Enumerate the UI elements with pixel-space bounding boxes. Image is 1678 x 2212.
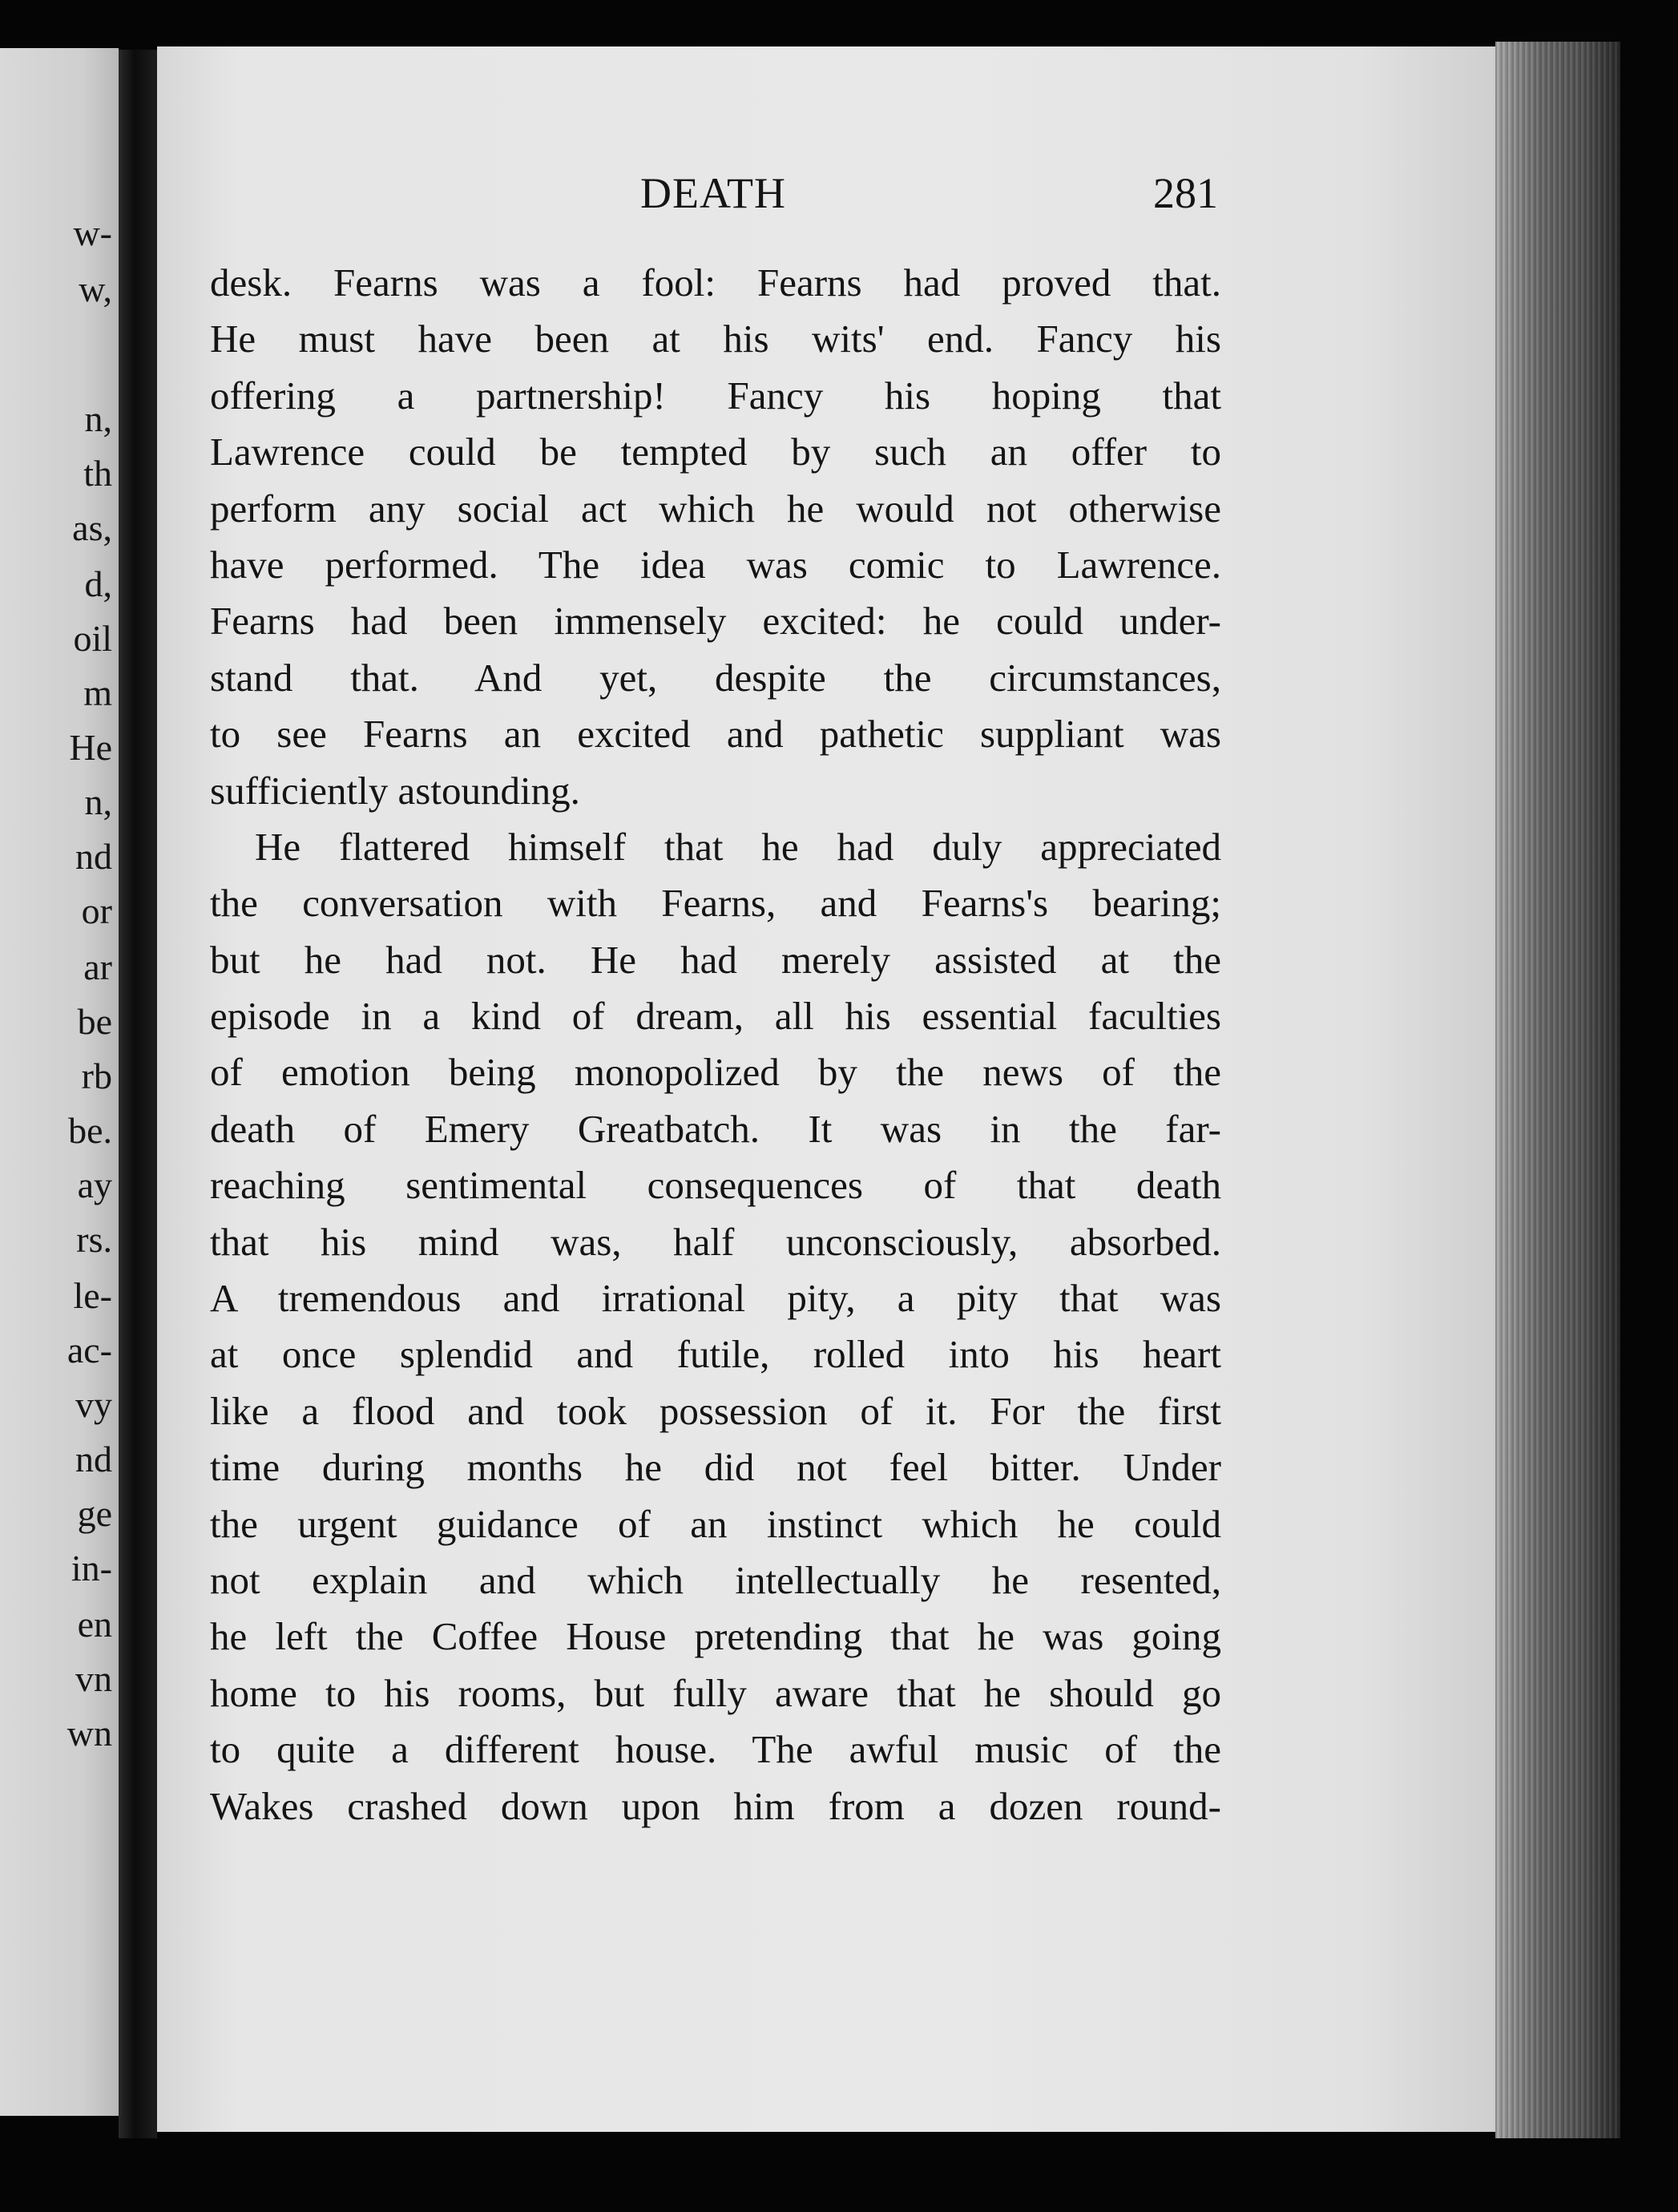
previous-page-fragment: or — [81, 890, 112, 931]
previous-page-fragment: nd — [75, 1439, 112, 1479]
text-line: home to his rooms, but fully aware that he should go — [210, 1670, 1221, 1715]
text-line: to see Fearns an excited and pathetic suppliant was — [210, 712, 1221, 757]
previous-page-fragment: n, — [84, 781, 112, 822]
previous-page-fragment: be. — [68, 1110, 112, 1151]
previous-page-fragment: vy — [75, 1384, 112, 1425]
previous-page-fragment: m — [83, 672, 112, 713]
text-line: the urgent guidance of an instinct which he could — [210, 1501, 1221, 1546]
previous-page-edge — [0, 48, 119, 2116]
body-text — [210, 255, 1221, 1835]
previous-page-fragment: vn — [75, 1658, 112, 1699]
text-line: the conversation with Fearns, and Fearns's bearing; — [210, 881, 1221, 926]
previous-page-fragment: as, — [72, 507, 112, 548]
previous-page-fragment: ay — [77, 1165, 112, 1205]
text-line: Fearns had been immensely excited: he could under- — [210, 599, 1221, 644]
text-line: like a flood and took possession of it. For the first — [210, 1388, 1221, 1433]
text-line: Wakes crashed down upon him from a dozen round- — [210, 1783, 1221, 1828]
previous-page-fragment: w, — [79, 268, 112, 309]
text-line: death of Emery Greatbatch. It was in the far- — [210, 1106, 1221, 1151]
previous-page-fragment: d, — [84, 563, 112, 604]
chapter-title: DEATH — [640, 169, 786, 217]
previous-page-fragment: ar — [83, 947, 112, 987]
previous-page-fragment: ac- — [67, 1330, 112, 1370]
text-line: Lawrence could be tempted by such an offer to — [210, 430, 1221, 474]
previous-page-fragment: w- — [73, 212, 112, 253]
text-line: He must have been at his wits' end. Fancy his — [210, 317, 1221, 361]
text-line: desk. Fearns was a fool: Fearns had proved that. — [210, 260, 1221, 305]
book-gutter — [119, 50, 157, 2138]
text-line: that his mind was, half unconsciously, absorbed. — [210, 1219, 1221, 1264]
page-number: 281 — [1153, 169, 1218, 217]
previous-page-fragment: th — [83, 453, 112, 494]
previous-page-fragment: oil — [73, 618, 112, 659]
previous-page-fragment: wn — [67, 1713, 112, 1754]
previous-page-fragment: He — [69, 727, 112, 768]
text-line: stand that. And yet, despite the circumstances, — [210, 655, 1221, 700]
text-line: offering a partnership! Fancy his hoping that — [210, 373, 1221, 418]
text-line: but he had not. He had merely assisted at the — [210, 937, 1221, 982]
text-line: time during months he did not feel bitter. Under — [210, 1445, 1221, 1490]
text-line: have performed. The idea was comic to Lawrence. — [210, 542, 1221, 587]
text-line: he left the Coffee House pretending that he was going — [210, 1614, 1221, 1659]
previous-page-fragment: en — [77, 1604, 112, 1645]
text-line: not explain and which intellectually he resented, — [210, 1557, 1221, 1602]
text-line: at once splendid and futile, rolled into his heart — [210, 1332, 1221, 1377]
text-line: reaching sentimental consequences of that death — [210, 1163, 1221, 1208]
text-line: episode in a kind of dream, all his essential faculties — [210, 994, 1221, 1039]
page-edges — [1495, 42, 1620, 2138]
text-line: sufficiently astounding. — [210, 768, 580, 813]
text-line: perform any social act which he would not otherwise — [210, 486, 1221, 531]
text-line: A tremendous and irrational pity, a pity that was — [210, 1276, 1221, 1321]
text-line: to quite a different house. The awful music of the — [210, 1727, 1221, 1772]
previous-page-fragment: n, — [84, 398, 112, 439]
previous-page-fragment: le- — [73, 1275, 112, 1316]
previous-page-fragment: rs. — [76, 1219, 112, 1260]
previous-page-fragment: nd — [75, 836, 112, 877]
previous-page-fragment: in- — [71, 1548, 112, 1588]
previous-page-fragment: ge — [77, 1493, 112, 1534]
previous-page-fragment: rb — [81, 1056, 112, 1096]
text-line: He flattered himself that he had duly appreciated — [255, 824, 1221, 869]
previous-page-fragment: be — [77, 1001, 112, 1042]
running-head — [208, 168, 1218, 224]
text-line: of emotion being monopolized by the news of the — [210, 1050, 1221, 1095]
